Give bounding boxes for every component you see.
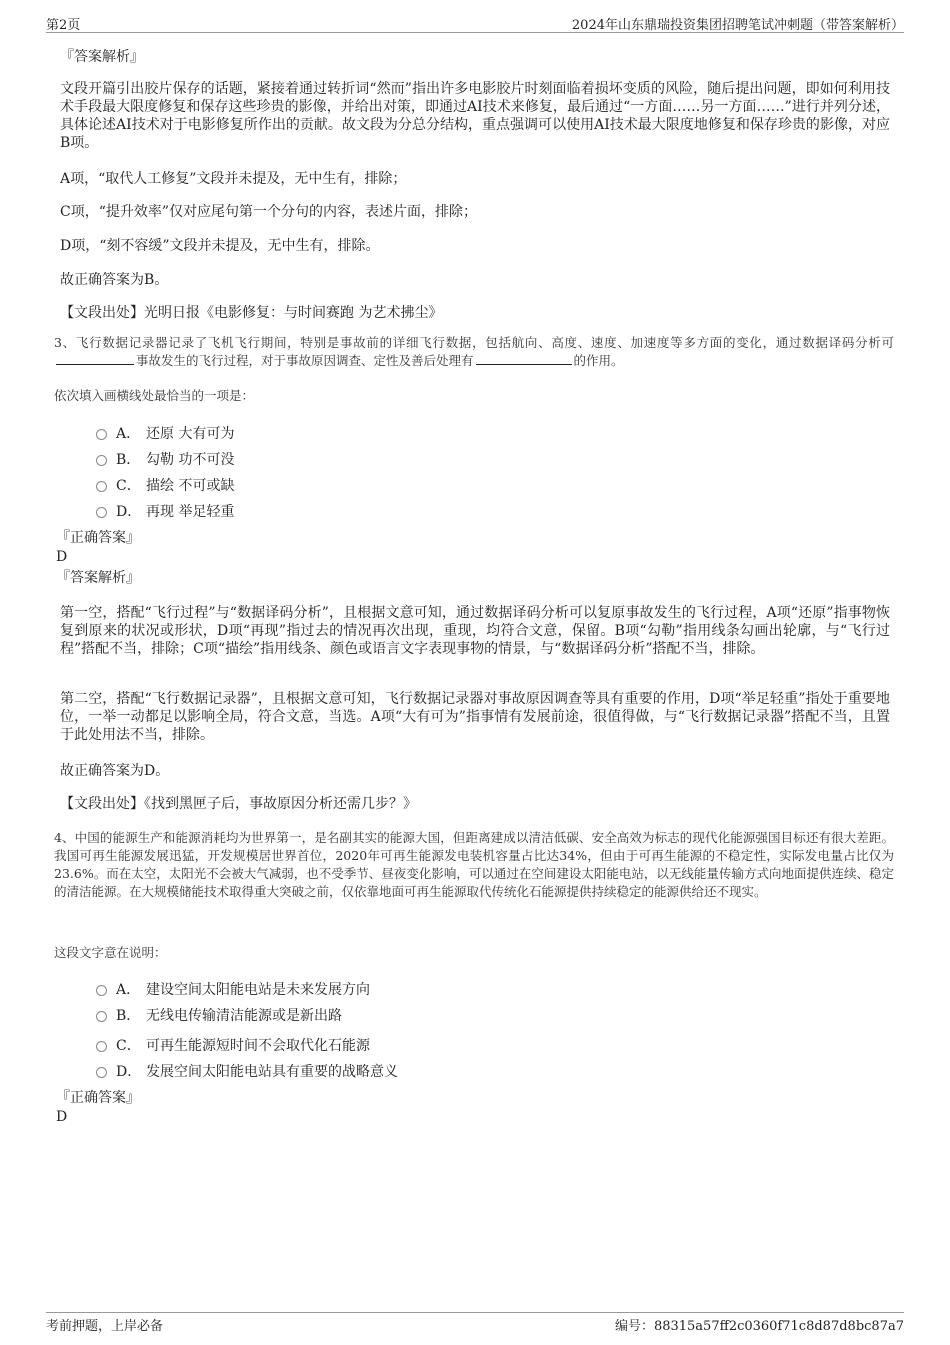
page-header: [46, 0, 904, 33]
q2-analysis-heading: 『答案解析』: [60, 49, 144, 65]
q4-option-b[interactable]: B． 无线电传输清洁能源或是新出路: [96, 1005, 342, 1025]
radio-button[interactable]: [96, 1067, 107, 1078]
radio-button[interactable]: [96, 507, 107, 518]
q4-stem: 4、中国的能源生产和能源消耗均为世界第一，是名副其实的能源大国，但距离建成以清洁低碳、安全高效为标志的现代化能源强国目标还有很大差距。我国可再生能源发展迅猛，开发规模居世界首位，2020年可再生能源发电装机容量占比达34%，但由于可再生能源的不稳定性，实际发电量占比仅为23.6%。而在太空，太阳光不会被大气减弱，也不受季节、昼夜变化影响，可以通过在空间建设太阳能电站，以无线能量传输方式向地面提供连续、稳定的清洁能源。在大规模储能技术取得重大突破之前，仅依靠地面可再生能源取代传统化石能源提供持续稳定的能源供给还不现实。: [54, 830, 894, 899]
q2-conclusion: 故正确答案为B。: [60, 272, 169, 288]
q3-conclusion: 故正确答案为D。: [60, 763, 170, 779]
q4-option-c[interactable]: C． 可再生能源短时间不会取代化石能源: [96, 1035, 370, 1055]
q3-answer: D: [56, 549, 68, 565]
footer-slogan: 考前押题，上岸必备: [46, 1319, 164, 1334]
radio-button[interactable]: [96, 1011, 107, 1022]
radio-button[interactable]: [96, 481, 107, 492]
q3-source: 【文段出处】《找到黑匣子后，事故原因分析还需几步？》: [60, 796, 417, 812]
radio-button[interactable]: [96, 455, 107, 466]
radio-button[interactable]: [96, 1041, 107, 1052]
q3-stem-part3: 的作用。: [573, 353, 624, 368]
page-number: 第2页: [46, 18, 81, 33]
q3-answer-heading: 『正确答案』: [56, 530, 140, 546]
q3-analysis-paragraph-2: 第二空，搭配“飞行数据记录器”，且根据文意可知，飞行数据记录器对事故原因调查等具有重要的作用，D项“举足轻重”指处于重要地位，一举一动都足以影响全局，符合文意，当选。A项“大有可为”指事情有发展前途，很值得做，与“飞行数据记录器”搭配不当，且置于此处用法不当，排除。: [60, 691, 890, 743]
radio-button[interactable]: [96, 429, 107, 440]
q4-option-d[interactable]: D． 发展空间太阳能电站具有重要的战略意义: [96, 1061, 398, 1081]
q2-source: 【文段出处】光明日报《电影修复：与时间赛跑 为艺术拂尘》: [60, 305, 443, 321]
q3-prompt: 依次填入画横线处最恰当的一项是：: [54, 388, 255, 403]
q2-analysis-option-d: D项，“刻不容缓”文段并未提及，无中生有，排除。: [60, 238, 380, 254]
q4-answer: D: [56, 1109, 68, 1125]
q3-option-c[interactable]: C． 描绘 不可或缺: [96, 475, 234, 495]
q3-option-a[interactable]: A． 还原 大有可为: [96, 423, 234, 443]
q2-analysis-option-c: C项，“提升效率”仅对应尾句第一个分句的内容，表述片面，排除；: [60, 204, 478, 220]
q3-analysis-paragraph-1: 第一空，搭配“飞行过程”与“数据译码分析”，且根据文意可知，通过数据译码分析可以复原事故发生的飞行过程，A项“还原”指事物恢复到原来的状况或形状，D项“再现”指过去的情况再次出现，重现，均符合文意，保留。B项“勾勒”指用线条勾画出轮廓，与“飞行过程”搭配不当，排除；C项“描绘”指用线条、颜色或语言文字表现事物的情景，与“数据译码分析”搭配不当，排除。: [60, 605, 890, 657]
q3-stem: [54, 334, 894, 370]
q4-answer-heading: 『正确答案』: [56, 1090, 140, 1106]
q4-prompt: 这段文字意在说明：: [54, 945, 167, 960]
q2-analysis-paragraph: 文段开篇引出胶片保存的话题，紧接着通过转折词“然而”指出许多电影胶片时刻面临着损坏变质的风险，随后提出问题，即如何利用技术手段最大限度修复和保存这些珍贵的影像，并给出对策，即通过AI技术来修复，最后通过“一方面……另一方面……”进行并列分述，具体论述AI技术对于电影修复所作出的贡献。故文段为分总分结构，重点强调可以使用AI技术最大限度地修复和保存珍贵的影像，对应B项。: [60, 81, 890, 151]
q3-blank-2: [476, 352, 572, 365]
q3-blank-1: [56, 352, 134, 365]
q3-analysis-heading: 『答案解析』: [56, 570, 140, 586]
q3-option-d[interactable]: D． 再现 举足轻重: [96, 501, 234, 521]
q3-option-b[interactable]: B． 勾勒 功不可没: [96, 449, 234, 469]
q3-stem-part1: 3、飞行数据记录器记录了飞机飞行期间，特别是事故前的详细飞行数据，包括航向、高度、速度、加速度等多方面的变化，通过数据译码分析可: [54, 335, 894, 350]
radio-button[interactable]: [96, 985, 107, 996]
q3-stem-part2: 事故发生的飞行过程，对于事故原因调查、定性及善后处理有: [136, 353, 474, 368]
q4-option-a[interactable]: A． 建设空间太阳能电站是未来发展方向: [96, 979, 370, 999]
q2-analysis-option-a: A项，“取代人工修复”文段并未提及，无中生有，排除；: [60, 171, 407, 187]
footer-serial: 编号：88315a57ff2c0360f71c8d87d8bc87a7: [614, 1319, 904, 1334]
page-footer: [46, 1312, 904, 1343]
document-title: 2024年山东鼎瑞投资集团招聘笔试冲刺题（带答案解析）: [571, 18, 904, 33]
